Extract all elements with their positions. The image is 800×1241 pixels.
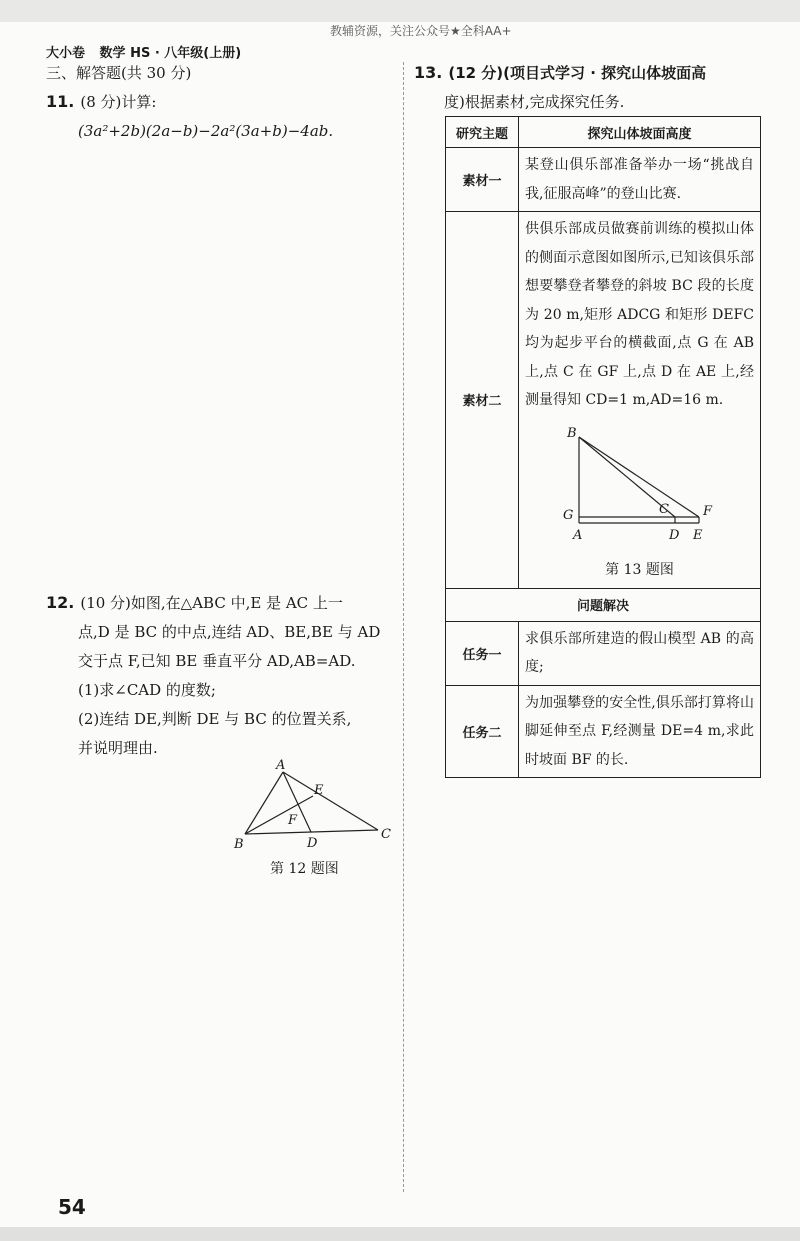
q13-task-table <box>445 116 761 778</box>
task2-label: 任务二 <box>446 685 519 778</box>
table-row-task2 <box>446 685 761 778</box>
topic-label: 研究主题 <box>446 117 519 148</box>
q12-part1: (1)求∠CAD 的度数; <box>78 681 216 699</box>
fig13-label-f: F <box>703 503 713 519</box>
material2-text: 供俱乐部成员做赛前训练的模拟山体的侧面示意图如图所示,已知该俱乐部想要攀登者攀登的斜坡 BC 段的长度为 20 m,矩形 ADCG 和矩形 DEFC 均为起步平台的横截面,点 G 在 AB 上,点 C 在 GF 上,点 D 在 AE 上,经测量得知 CD=1 m,AD=16 m. <box>525 221 754 408</box>
q12-triangle-figure <box>228 758 398 850</box>
fig13-label-c: C <box>659 501 669 517</box>
q13-text-line1: (12 分)(项目式学习 · 探究山体坡面高 <box>448 64 707 82</box>
material2-label: 素材二 <box>446 212 519 589</box>
fig13-label-a: A <box>573 527 583 543</box>
q12-part2: (2)连结 DE,判断 DE 与 BC 的位置关系, <box>78 710 352 728</box>
q11-number: 11. <box>46 92 75 111</box>
segment-bc <box>245 830 378 834</box>
column-divider <box>403 62 404 1192</box>
q12-line1 <box>46 588 343 618</box>
q12-number: 12. <box>46 593 75 612</box>
task1-text: 求俱乐部所建造的假山模型 AB 的高度; <box>519 621 761 685</box>
top-scan-strip <box>0 0 800 22</box>
table-row-material2 <box>446 212 761 589</box>
fig13-label-g: G <box>563 507 574 523</box>
task1-label: 任务一 <box>446 621 519 685</box>
fig12-label-c: C <box>381 827 391 842</box>
q13-line1 <box>414 58 706 88</box>
fig13-label-d: D <box>669 527 680 543</box>
fig13-label-b: B <box>567 425 577 441</box>
bottom-scan-strip <box>0 1227 800 1241</box>
subject-label: 数学 HS · 八年级(上册) <box>99 46 242 61</box>
table-row-topic <box>446 117 761 148</box>
q13-figure-caption: 第 13 题图 <box>605 561 674 578</box>
q11-points: (8 分)计算: <box>80 93 157 111</box>
topic-value: 探究山体坡面高度 <box>519 117 761 148</box>
q12-line2: 点,D 是 BC 的中点,连结 AD、BE,BE 与 AD <box>78 623 381 641</box>
fig13-label-e: E <box>693 527 703 543</box>
fig12-label-a: A <box>276 758 286 773</box>
table-row-material1 <box>446 148 761 212</box>
material1-text: 某登山俱乐部准备举办一场“挑战自我,征服高峰”的登山比赛. <box>519 148 761 212</box>
material2-cell <box>519 212 761 589</box>
table-row-problem <box>446 588 761 621</box>
q12-line3: 交于点 F,已知 BE 垂直平分 AD,AB=AD. <box>78 652 356 670</box>
problem-label: 问题解决 <box>446 588 761 621</box>
q11-heading <box>46 87 156 117</box>
table-row-task1 <box>446 621 761 685</box>
fig12-label-e: E <box>314 783 324 798</box>
fig12-label-b: B <box>234 837 244 850</box>
q12-part2b: 并说明理由. <box>78 739 158 757</box>
fig12-label-d: D <box>307 836 318 850</box>
segment-bf <box>579 437 699 517</box>
q13-line2: 度)根据素材,完成探究任务. <box>444 93 625 111</box>
q13-figure <box>563 425 753 557</box>
segment-ab <box>245 772 283 834</box>
task2-text: 为加强攀登的安全性,俱乐部打算将山脚延伸至点 F,经测量 DE=4 m,求此时坡面 BF 的长. <box>519 685 761 778</box>
q11-expression: (3a²+2b)(2a−b)−2a²(3a+b)−4ab. <box>78 122 334 140</box>
segment-ac <box>283 772 378 830</box>
q12-text-line1: (10 分)如图,在△ABC 中,E 是 AC 上一 <box>80 594 343 612</box>
fig12-label-f: F <box>288 813 298 828</box>
material1-label: 素材一 <box>446 148 519 212</box>
q12-figure-caption: 第 12 题图 <box>270 861 339 877</box>
watermark-banner: 教辅资源，关注公众号★全科AA+ <box>330 24 512 38</box>
page-number: 54 <box>58 1195 86 1219</box>
q13-number: 13. <box>414 63 443 82</box>
q13-slope-figure <box>563 425 753 557</box>
section-title: 三、解答题(共 30 分) <box>46 64 192 82</box>
book-title: 大小卷 <box>46 46 86 61</box>
